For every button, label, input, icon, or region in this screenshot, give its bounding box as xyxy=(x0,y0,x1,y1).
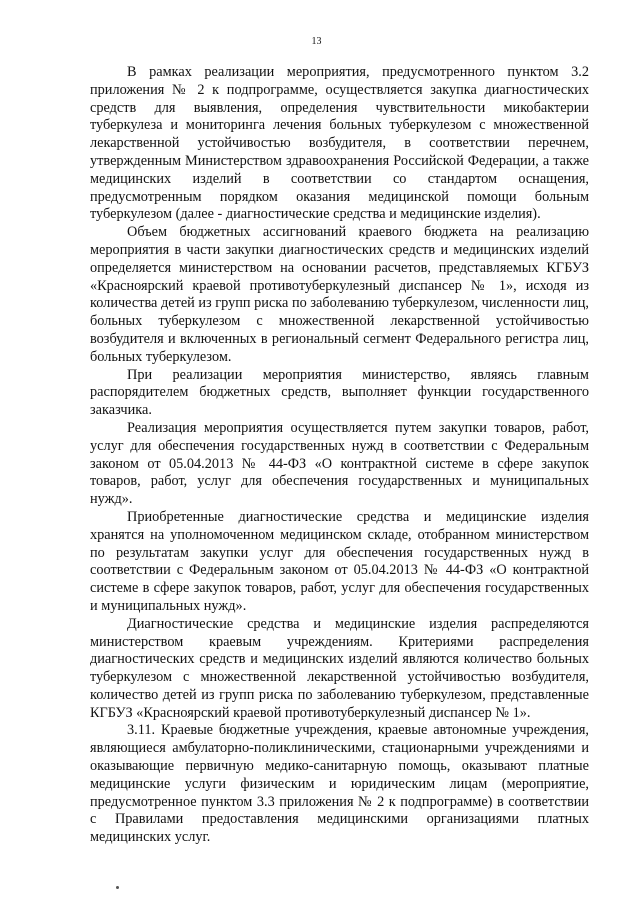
page-number: 13 xyxy=(311,36,322,47)
document-body xyxy=(90,64,589,847)
paragraph-state-customer: При реализации мероприятия министерство, являясь главным распорядителем бюджетных средств, выполняет функции государственного заказчика. xyxy=(90,366,589,419)
paragraph-storage: Приобретенные диагностические средства и медицинские изделия хранятся на уполномоченном медицинском складе, отобранном министерством по результатам закупки услуг для обеспечения государственных нужд в соответствии с Федеральным законом от 05.04.2013 № 44-ФЗ «О контрактной системе в сфере закупок товаров, работ, услуг для обеспечения государственных и муниципальных нужд». xyxy=(90,508,589,614)
paragraph-budget-volume: Объем бюджетных ассигнований краевого бюджета на реализацию мероприятия в части закупки диагностических средств и медицинских изделий определяется министерством на основании расчетов, представляемых КГБУЗ «Красноярский краевой противотуберкулезный диспансер № 1», исходя из количества детей из групп риска по заболеванию туберкулезом, численности лиц, больных туберкулезом с множественной лекарственной устойчивостью возбудителя и включенных в региональный сегмент Федерального регистра лиц, больных туберкулезом. xyxy=(90,224,589,365)
paragraph-procurement-diagnostics: В рамках реализации мероприятия, предусмотренного пунктом 3.2 приложения № 2 к подпрограмме, осуществляется закупка диагностических средств для выявления, определения чувствительности микобактерии туберкулеза и мониторинга лечения больных туберкулезом с множественной лекарственной устойчивостью возбудителя, в соответствии перечнем, утвержденным Министерством здравоохранения Российской Федерации, а также медицинских изделий в соответствии со стандартом оснащения, предусмотренным порядком оказания медицинской помощи больным туберкулезом (далее - диагностические средства и медицинские изделия). xyxy=(90,64,589,223)
scan-speck xyxy=(116,886,119,889)
paragraph-distribution: Диагностические средства и медицинские изделия распределяются министерством краевым учреждениям. Критериями распределения диагностических средств и медицинских изделий являются количество больных туберкулезом с множественной лекарственной устойчивостью возбудителя, количество детей из групп риска по заболеванию туберкулезом, представленные КГБУЗ «Красноярский краевой противотуберкулезный диспансер № 1». xyxy=(90,615,589,721)
paragraph-procurement-law: Реализация мероприятия осуществляется путем закупки товаров, работ, услуг для обеспечения государственных нужд в соответствии с Федеральным законом от 05.04.2013 № 44-ФЗ «О контрактной системе в сфере закупок товаров, работ, услуг для обеспечения государственных и муниципальных нужд». xyxy=(90,419,589,508)
paragraph-section-3-11: 3.11. Краевые бюджетные учреждения, краевые автономные учреждения, являющиеся амбулаторно-поликлиническими, стационарными учреждениями и оказывающие первичную медико-санитарную помощь, оказывают платные медицинские услуги физическим и юридическим лицам (мероприятие, предусмотренное пунктом 3.3 приложения № 2 к подпрограмме) в соответствии с Правилами предоставления медицинскими организациями платных медицинских услуг. xyxy=(90,722,589,846)
